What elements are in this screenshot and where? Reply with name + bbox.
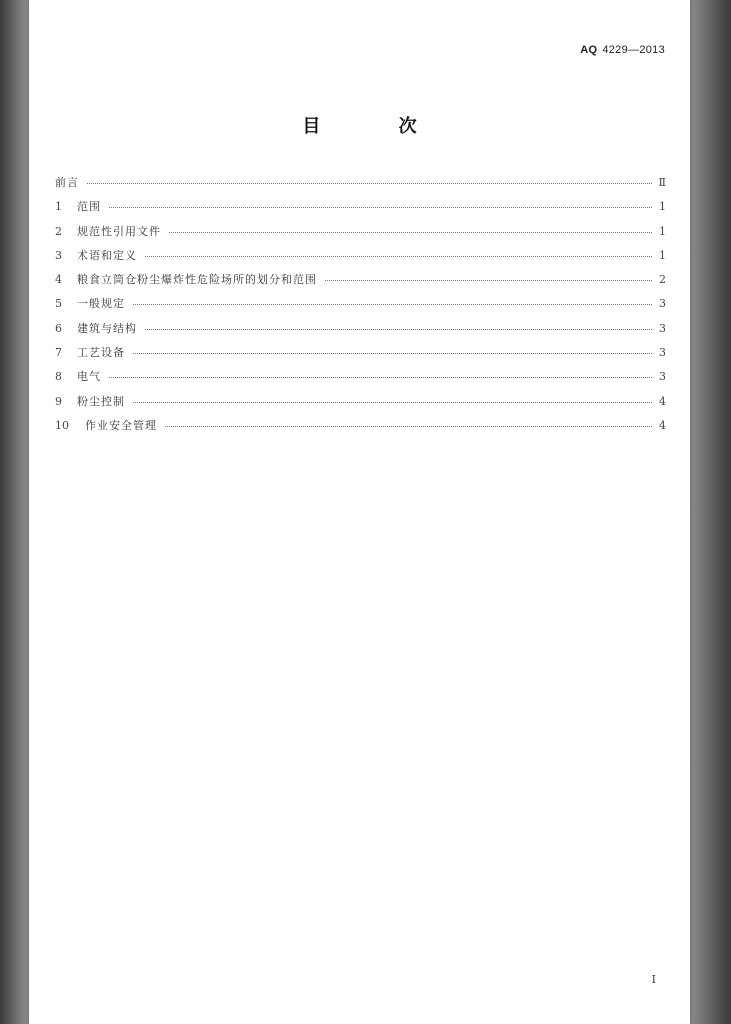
- toc-entry-number: 8: [55, 370, 62, 384]
- toc-entry-label: 前言: [55, 176, 79, 189]
- toc-entry-label: 术语和定义: [77, 248, 137, 262]
- standard-number: 4229—2013: [602, 44, 665, 56]
- toc-entry-page: 3: [659, 370, 666, 384]
- toc-entry-page: 3: [659, 297, 666, 311]
- toc-title: 目 次: [302, 116, 453, 137]
- toc-leader-dots: [145, 255, 652, 257]
- toc-entry-page: 3: [659, 346, 666, 360]
- standard-code: [580, 44, 665, 56]
- toc-entry-label: 粮食立筒仓粉尘爆炸性危险场所的划分和范围: [77, 273, 317, 287]
- toc-entry-page: 4: [659, 394, 666, 408]
- toc-entry-label: 建筑与结构: [77, 321, 137, 335]
- toc-entry-4[interactable]: [55, 271, 666, 295]
- toc-entry-9[interactable]: [55, 393, 666, 417]
- toc-leader-dots: [325, 279, 652, 281]
- toc-leader-dots: [133, 303, 652, 305]
- toc-entry-number: 5: [55, 297, 62, 311]
- toc-entry-page: 4: [659, 418, 666, 432]
- toc-entry-3[interactable]: [55, 247, 666, 271]
- toc-entry-page: 2: [659, 273, 666, 287]
- toc-entry-1[interactable]: [55, 198, 666, 222]
- toc-leader-dots: [165, 425, 652, 427]
- toc-entry-label: 电气: [77, 370, 101, 384]
- toc-entry-label: 工艺设备: [77, 346, 125, 360]
- toc-entry-page: 3: [659, 321, 666, 335]
- toc-entry-page: 1: [659, 224, 666, 238]
- toc-entry-7[interactable]: [55, 344, 666, 368]
- toc-entry-preface[interactable]: [55, 174, 666, 198]
- toc-entry-number: 6: [55, 321, 62, 335]
- toc-entry-label: 作业安全管理: [85, 418, 157, 432]
- document-page: [29, 0, 690, 1024]
- table-of-contents: [55, 174, 666, 441]
- toc-entry-10[interactable]: [55, 417, 666, 441]
- toc-entry-2[interactable]: [55, 223, 666, 247]
- toc-entry-number: 10: [55, 418, 69, 432]
- toc-entry-page: 1: [659, 248, 666, 262]
- page-number: Ⅰ: [651, 973, 656, 986]
- toc-leader-dots: [133, 401, 652, 403]
- toc-entry-label: 一般规定: [77, 297, 125, 311]
- toc-entry-8[interactable]: [55, 368, 666, 392]
- toc-entry-number: 3: [55, 248, 62, 262]
- toc-entry-number: 2: [55, 224, 62, 238]
- toc-entry-number: 7: [55, 346, 62, 360]
- toc-leader-dots: [109, 206, 652, 208]
- toc-leader-dots: [87, 182, 652, 184]
- toc-entry-number: 4: [55, 273, 62, 287]
- toc-entry-label: 范围: [77, 200, 101, 214]
- toc-entry-label: 粉尘控制: [77, 394, 125, 408]
- toc-entry-5[interactable]: [55, 295, 666, 319]
- toc-entry-6[interactable]: [55, 320, 666, 344]
- toc-entry-page: 1: [659, 200, 666, 214]
- toc-leader-dots: [109, 376, 652, 378]
- toc-leader-dots: [133, 352, 652, 354]
- standard-prefix: AQ: [580, 44, 598, 56]
- toc-leader-dots: [169, 231, 652, 233]
- toc-leader-dots: [145, 328, 652, 330]
- toc-entry-page: Ⅱ: [658, 176, 666, 189]
- toc-entry-label: 规范性引用文件: [77, 224, 161, 238]
- toc-entry-number: 9: [55, 394, 62, 408]
- toc-entry-number: 1: [55, 200, 62, 214]
